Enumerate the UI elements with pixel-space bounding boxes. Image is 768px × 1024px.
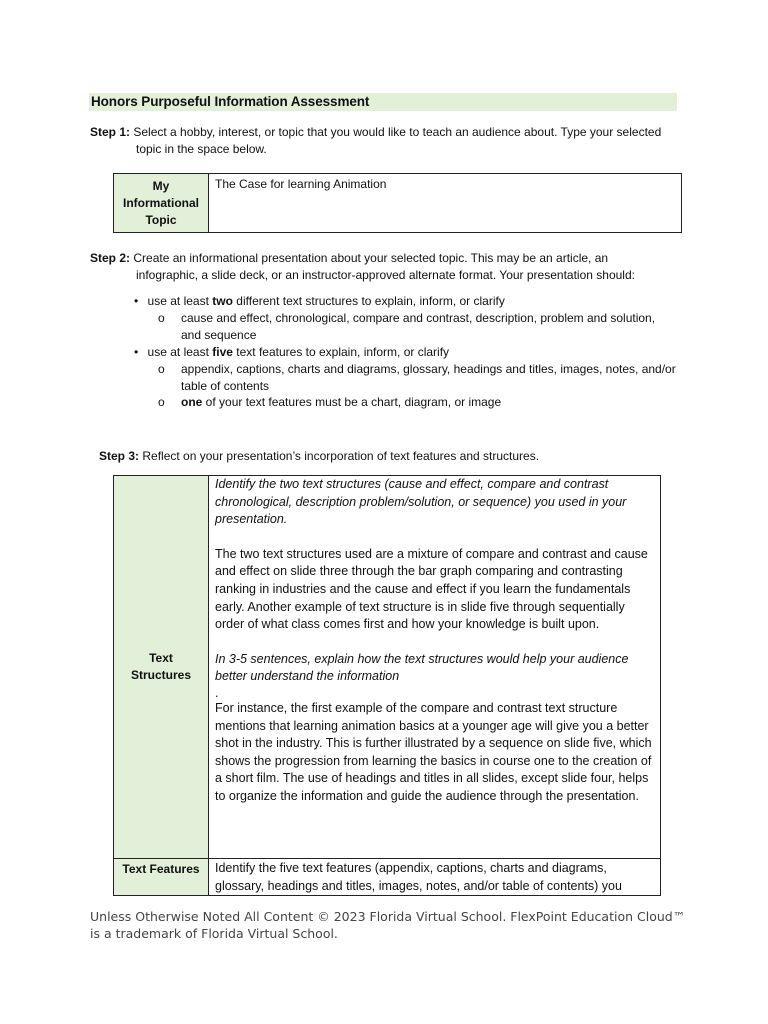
sub-bullet-1-line2: and sequence: [181, 327, 257, 342]
page-title: Honors Purposeful Information Assessment: [91, 94, 370, 109]
topic-label-cell: [114, 174, 209, 233]
topic-value-cell[interactable]: [209, 174, 682, 233]
features-label: Text Features: [122, 862, 200, 876]
step-1-text-line2: topic in the space below.: [136, 141, 267, 156]
bullet-1-bold: two: [212, 294, 233, 308]
structures-answer-2: For instance, the first example of the compare and contrast text structure mentions that learning animation basics at a younger age will give you a better shot in the industry. This is further illustrated by a sequence on slide five, which shows the progression from learning the basics in course one to the creation of a short film. The use of headings and titles in all slides, except slide four, helps to organize the information and guide the audience through the presentation.: [215, 700, 652, 803]
sub-bullet-1: [158, 310, 678, 342]
sub-bullet-3-post: of your text features must be a chart, diagram, or image: [202, 395, 502, 409]
step-2: [90, 250, 690, 283]
sub-bullet-3: [158, 394, 678, 411]
reflection-table: [113, 475, 661, 896]
bullet-2-bold: five: [212, 345, 233, 359]
structures-label-line2: Structures: [130, 668, 192, 682]
bullet-1: [134, 293, 505, 310]
step-1: [90, 124, 690, 157]
step-3-text: Reflect on your presentation’s incorporation of text features and structures.: [142, 449, 540, 463]
sub-bullet-2: [158, 361, 678, 393]
step-1-label: Step 1:: [90, 125, 131, 139]
bullet-dot-icon: •: [134, 294, 139, 308]
bullet-dot-icon: •: [134, 345, 139, 359]
step-2-text-line1: Create an informational presentation about your selected topic. This may be an article, an: [133, 251, 609, 265]
sub-bullet-2-line1: appendix, captions, charts and diagrams, glossary, headings and titles, images, notes, and/or: [181, 362, 676, 376]
circle-bullet-icon: o: [158, 395, 165, 409]
sub-bullet-1-line1: cause and effect, chronological, compare and contrast, description, problem and solution,: [181, 311, 656, 325]
structures-prompt-1: Identify the two text structures (cause and effect, compare and contrast chronological, description problem/solution, or sequence) you used in your presentation.: [215, 477, 627, 527]
structures-response-cell[interactable]: [209, 476, 661, 859]
step-3: [99, 448, 699, 465]
sub-bullet-2-line2: table of contents: [181, 378, 270, 393]
topic-label: My Informational Topic: [122, 178, 199, 227]
structures-label-line1: Text: [149, 651, 173, 665]
topic-value: The Case for learning Animation: [215, 177, 387, 191]
structures-answer-1: The two text structures used are a mixture of compare and contrast and cause and effect on slide three through the bar graph comparing and contrasting ranking in industries and the cause and effect if you learn the fundamentals early. Another example of text structure is in slide five through sequentially order of what class comes first and how your knowledge is built upon.: [215, 546, 648, 632]
structures-prompt-2: In 3-5 sentences, explain how the text structures would help your audience better understand the information: [215, 651, 629, 684]
bullet-2-pre: use at least: [147, 345, 213, 359]
footer-copyright: Unless Otherwise Noted All Content © 2023 Florida Virtual School. FlexPoint Education Cloud™ is a trademark of Florida Virtual School.: [90, 909, 686, 941]
bullet-2-post: text features to explain, inform, or clarify: [232, 345, 450, 359]
step-2-text-line2: infographic, a slide deck, or an instructor-approved alternate format. Your presentation should:: [136, 267, 635, 282]
step-1-text-line1: Select a hobby, interest, or topic that you would like to teach an audience about. Type your selected: [133, 125, 662, 139]
bullet-1-post: different text structures to explain, inform, or clarify: [232, 294, 505, 308]
step-2-label: Step 2:: [90, 251, 131, 265]
features-prompt: Identify the five text features (appendix, captions, charts and diagrams, glossary, headings and titles, images, notes, and/or table of contents) you: [215, 861, 622, 893]
structures-label-cell: [114, 476, 209, 859]
step-3-label: Step 3:: [99, 449, 140, 463]
sub-bullet-3-bold: one: [181, 395, 203, 409]
circle-bullet-icon: o: [158, 311, 165, 325]
bullet-1-pre: use at least: [147, 294, 213, 308]
circle-bullet-icon: o: [158, 362, 165, 376]
features-response-cell[interactable]: [209, 859, 661, 896]
stray-dot: .: [215, 685, 219, 700]
bullet-2: [134, 344, 449, 361]
features-label-cell: [114, 859, 209, 896]
topic-table: [113, 173, 682, 233]
